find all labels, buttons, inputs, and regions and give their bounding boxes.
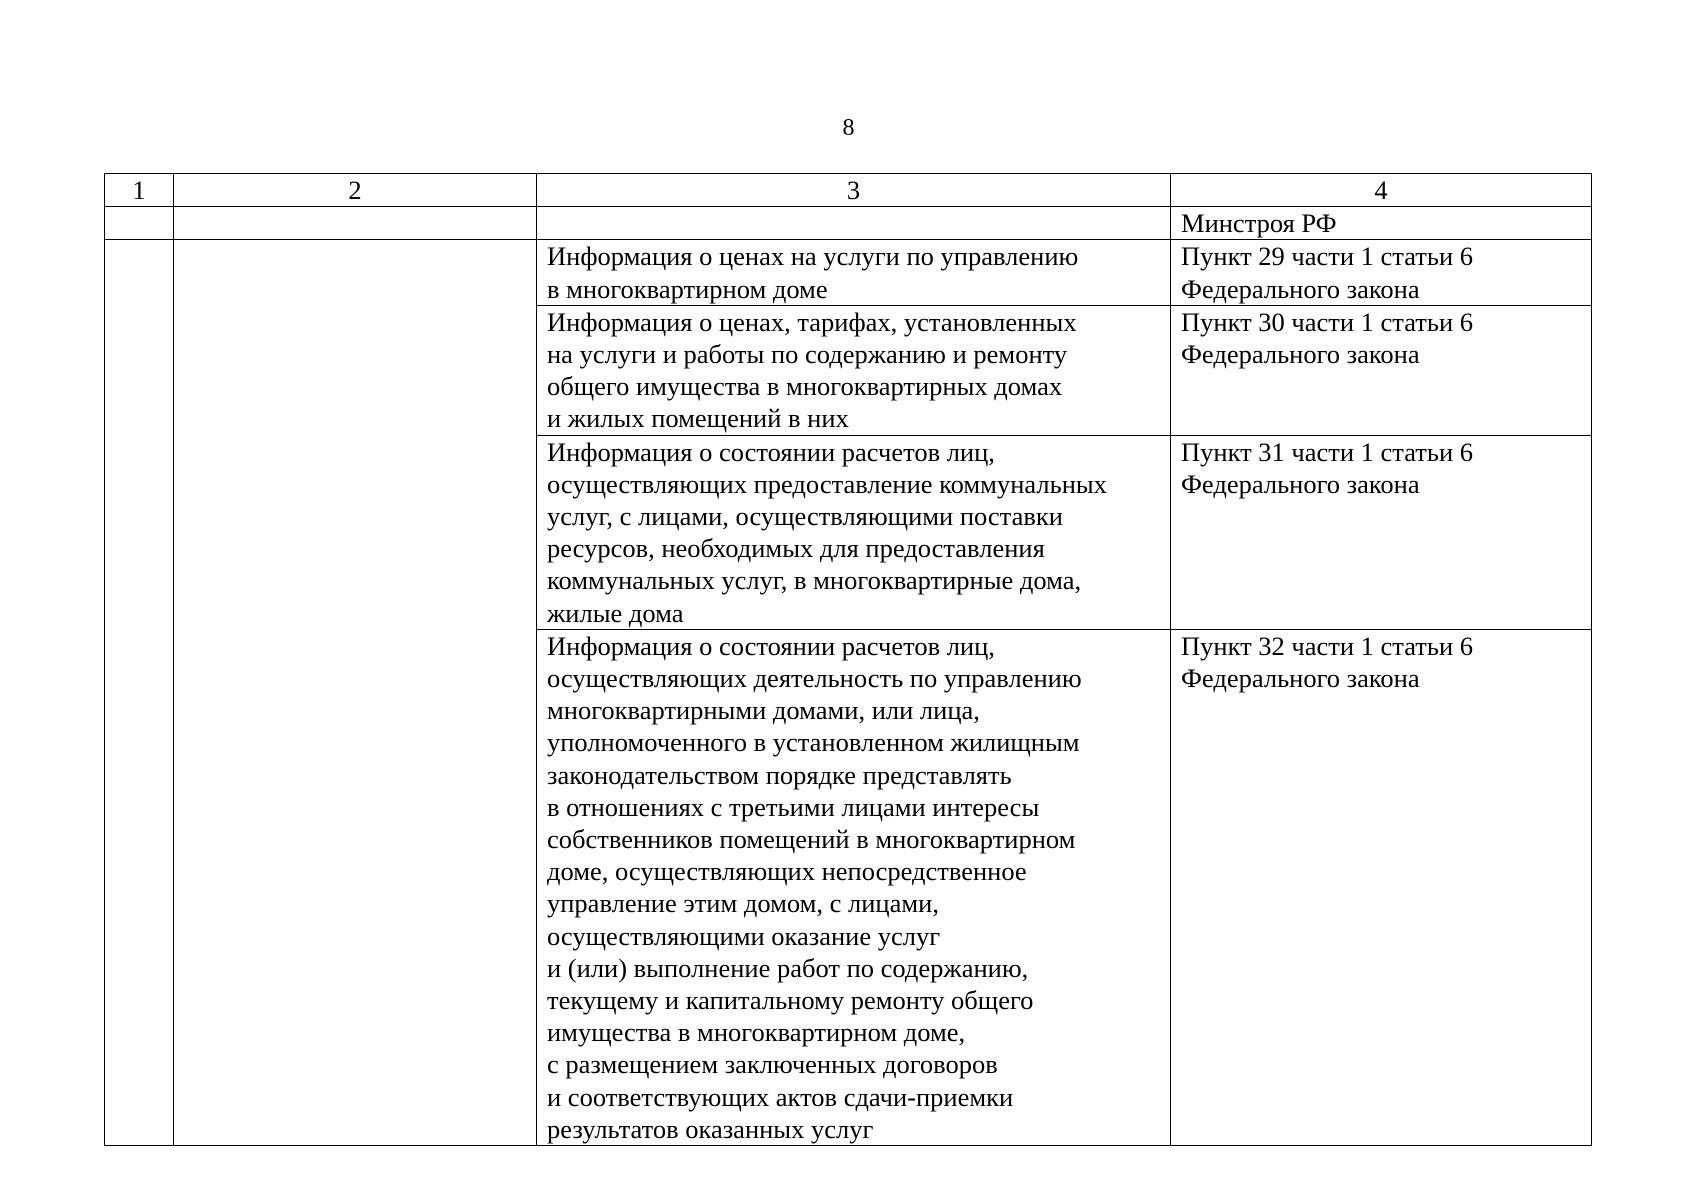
info-text-line: ресурсов, необходимых для предоставления (547, 533, 1045, 564)
info-text-line: коммунальных услуг, в многоквартирные дома, (547, 565, 1082, 596)
info-text-line: доме, осуществляющих непосредственное (547, 856, 1027, 887)
info-text-line: управление этим домом, с лицами, (547, 888, 939, 919)
info-cell (537, 240, 1171, 305)
basis-text-line: Пункт 30 части 1 статьи 6 (1181, 306, 1474, 337)
column-number-4: 4 (1171, 174, 1592, 207)
info-text-line: и соответствующих актов сдачи-приемки (547, 1081, 1014, 1112)
continuation-basis-text: Минстроя РФ (1181, 208, 1337, 239)
basis-text-line: Федерального закона (1181, 663, 1420, 694)
column-number-2: 2 (174, 174, 537, 207)
info-text-line: осуществляющими оказание услуг (547, 920, 941, 951)
table-cell (174, 207, 537, 240)
basis-cell (1171, 240, 1592, 305)
continuation-basis-cell (1171, 207, 1592, 240)
info-text-line: Информация о ценах, тарифах, установленных (547, 306, 1077, 337)
basis-text-line: Пункт 31 части 1 статьи 6 (1181, 436, 1474, 467)
info-text-line: Информация о состоянии расчетов лиц, (547, 436, 995, 467)
info-text-line: услуг, с лицами, осуществляющими поставки (547, 501, 1063, 532)
info-cell (537, 435, 1171, 629)
info-text-line: Информация о ценах на услуги по управлению (547, 241, 1079, 272)
basis-text-line: Федерального закона (1181, 339, 1420, 370)
info-text-line: осуществляющих предоставление коммунальных (547, 468, 1107, 499)
info-text-line: имущества в многоквартирном доме, (547, 1017, 966, 1048)
info-text-line: жилые дома (547, 597, 684, 628)
info-text-line: осуществляющих деятельность по управлению (547, 663, 1082, 694)
info-text-line: на услуги и работы по содержанию и ремонту (547, 339, 1068, 370)
info-cell (537, 629, 1171, 1145)
info-text-line: текущему и капитальному ремонту общего (547, 985, 1034, 1016)
basis-cell (1171, 435, 1592, 629)
info-text-line: собственников помещений в многоквартирном (547, 824, 1076, 855)
column-number-1: 1 (105, 174, 174, 207)
table-cell (105, 207, 174, 240)
continuation-row (105, 207, 1592, 240)
basis-text-line: Пункт 32 части 1 статьи 6 (1181, 630, 1474, 661)
column-number-row (105, 174, 1592, 207)
document-table (104, 173, 1592, 1146)
info-text-line: и (или) выполнение работ по содержанию, (547, 952, 1029, 983)
info-text-line: многоквартирными домами, или лица, (547, 695, 980, 726)
info-text-line: законодательством порядке представлять (547, 759, 1012, 790)
info-text-line: в многоквартирном доме (547, 273, 828, 304)
basis-cell (1171, 305, 1592, 435)
info-text-line: в отношениях с третьими лицами интересы (547, 791, 1040, 822)
basis-text-line: Федерального закона (1181, 468, 1420, 499)
info-text-line: и жилых помещений в них (547, 403, 849, 434)
info-text-line: Информация о состоянии расчетов лиц, (547, 630, 995, 661)
table-cell-col1-merged (105, 240, 174, 1146)
basis-cell (1171, 629, 1592, 1145)
table-cell (537, 207, 1171, 240)
basis-text-line: Федерального закона (1181, 273, 1420, 304)
info-text-line: общего имущества в многоквартирных домах (547, 371, 1063, 402)
info-text-line: уполномоченного в установленном жилищным (547, 727, 1080, 758)
page-number: 8 (842, 115, 855, 141)
column-number-3: 3 (537, 174, 1171, 207)
basis-text-line: Пункт 29 части 1 статьи 6 (1181, 241, 1474, 272)
info-text-line: результатов оказанных услуг (547, 1113, 874, 1144)
table-row (105, 240, 1592, 305)
info-text-line: с размещением заключенных договоров (547, 1049, 998, 1080)
info-cell (537, 305, 1171, 435)
table-cell-col2-merged (174, 240, 537, 1146)
